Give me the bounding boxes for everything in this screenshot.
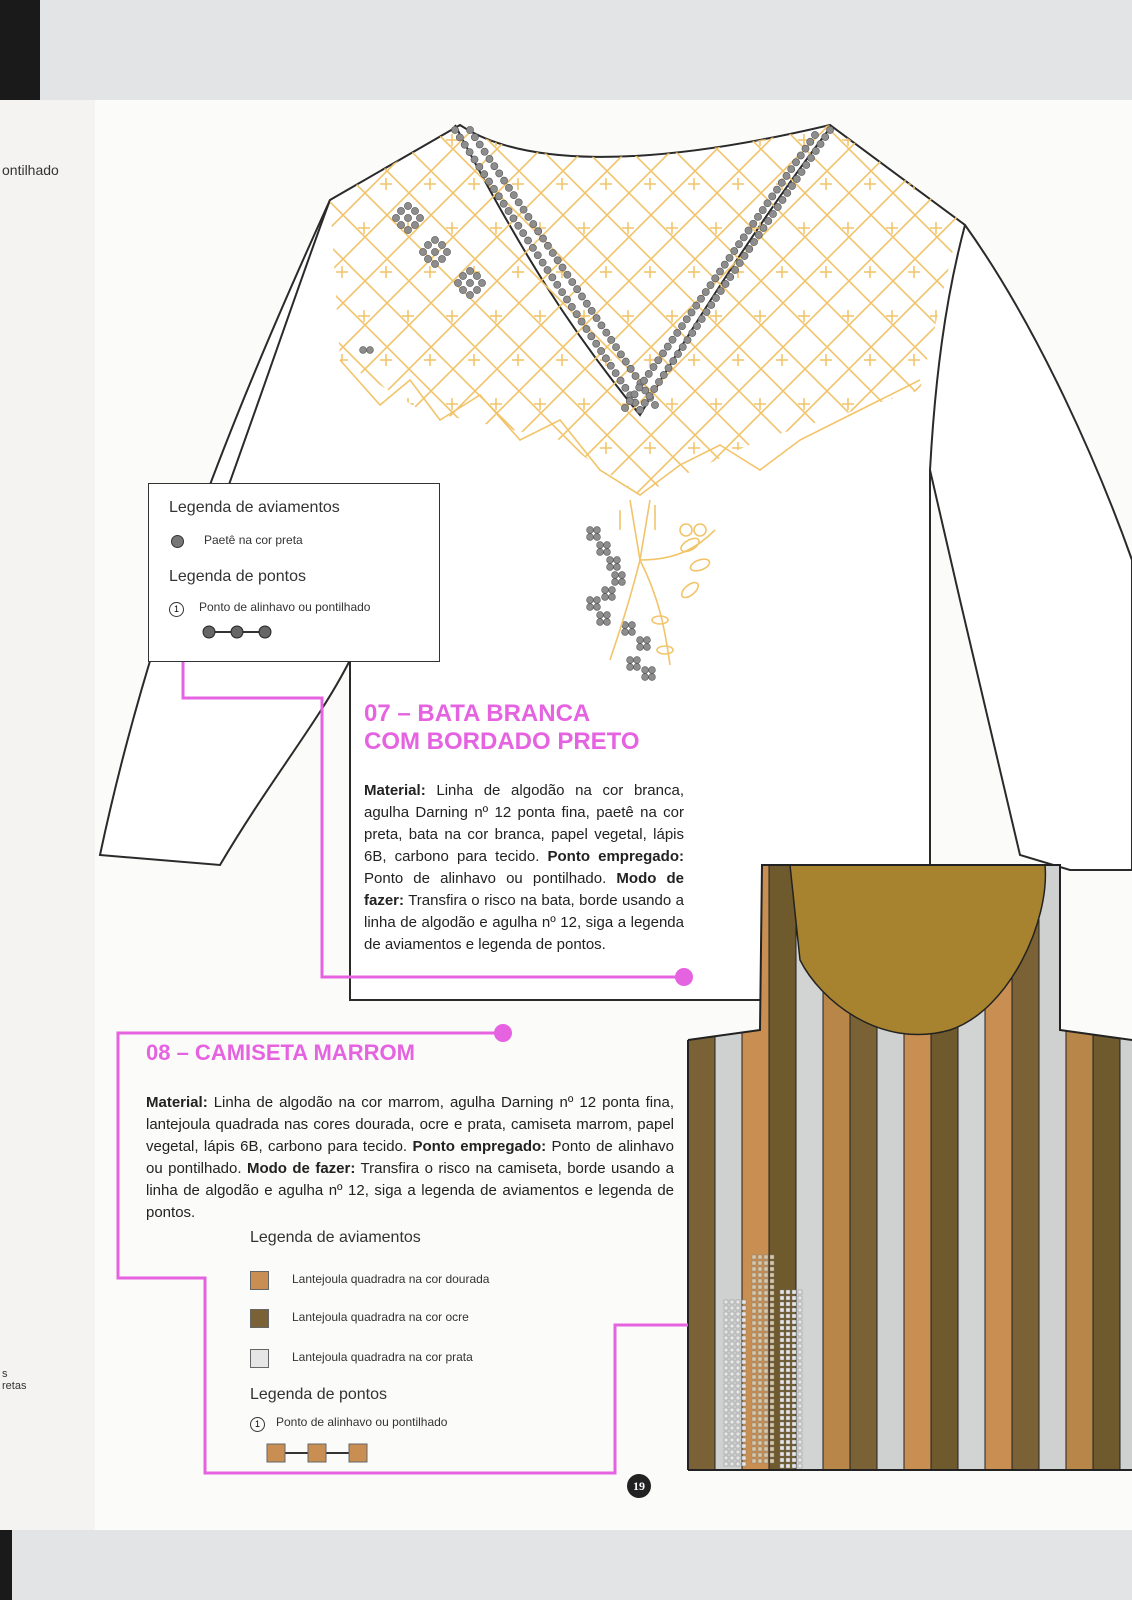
stitch-number-icon: 1 [169,602,184,617]
project-08-title: 08 – CAMISETA MARROM [146,1040,415,1065]
sequin-black-icon [171,535,184,548]
legend-aviamentos-title: Legenda de aviamentos [169,499,340,516]
connector-dot-07 [675,968,693,986]
left-page-fragment-text: ontilhado [2,162,59,178]
project-07-instructions: Material: Linha de algodão na cor branca, agulha Darning nº 12 ponta fina, paetê na cor preta, bata na cor branca, papel vegetal, lápis 6B, carbono para tecido. Ponto empregado: Ponto de alinhavo ou pontilhado. Modo de fazer: Transfira o risco na bata, borde usando a linha de algodão e agulha nº 12, siga a legenda de aviamentos e legenda de pontos. [364,782,685,953]
legend-pontos-title: Legenda de pontos [169,568,307,585]
project-08-instructions: Material: Linha de algodão na cor marrom, agulha Darning nº 12 ponta fina, lantejoula quadrada nas cores dourada, ocre e prata, camiseta marrom, papel vegetal, lápis 6B, carbono para tecido. Ponto empregado: Ponto de alinhavo ou pontilhado. Modo de fazer: Transfira o risco na camiseta, borde usando a linha de algodão e agulha nº 12, siga a legenda de aviamentos e legenda de pontos. [146,1094,674,1221]
left-page-fragment-text-bottom: s retas [2,1368,27,1392]
legend-08-aviamentos-title: Legenda de aviamentos [250,1229,421,1246]
legend-08-item-dourada: Lantejoula quadradra na cor dourada [292,1272,490,1286]
legend-08-item-ocre: Lantejoula quadradra na cor ocre [292,1310,469,1324]
legend-08-ponto-item: Ponto de alinhavo ou pontilhado [276,1415,448,1429]
page-number: 19 [627,1474,651,1498]
legend-08-pontos-title: Legenda de pontos [250,1386,388,1403]
legend-08-item-prata: Lantejoula quadradra na cor prata [292,1350,473,1364]
sequin-prata-swatch [250,1349,269,1368]
sequin-ocre-swatch [250,1309,269,1328]
running-stitch-square-icon [265,1441,370,1465]
connector-dot-08 [494,1024,512,1042]
stitch-number-icon-08: 1 [250,1417,265,1432]
project-07-title: 07 – BATA BRANCA COM BORDADO PRETO [364,700,640,755]
running-stitch-icon [199,622,279,642]
legend-box-07 [148,483,440,662]
legend-aviamento-item: Paetê na cor preta [204,533,303,547]
sequin-dourada-swatch [250,1271,269,1290]
legend-ponto-item: Ponto de alinhavo ou pontilhado [199,600,371,614]
